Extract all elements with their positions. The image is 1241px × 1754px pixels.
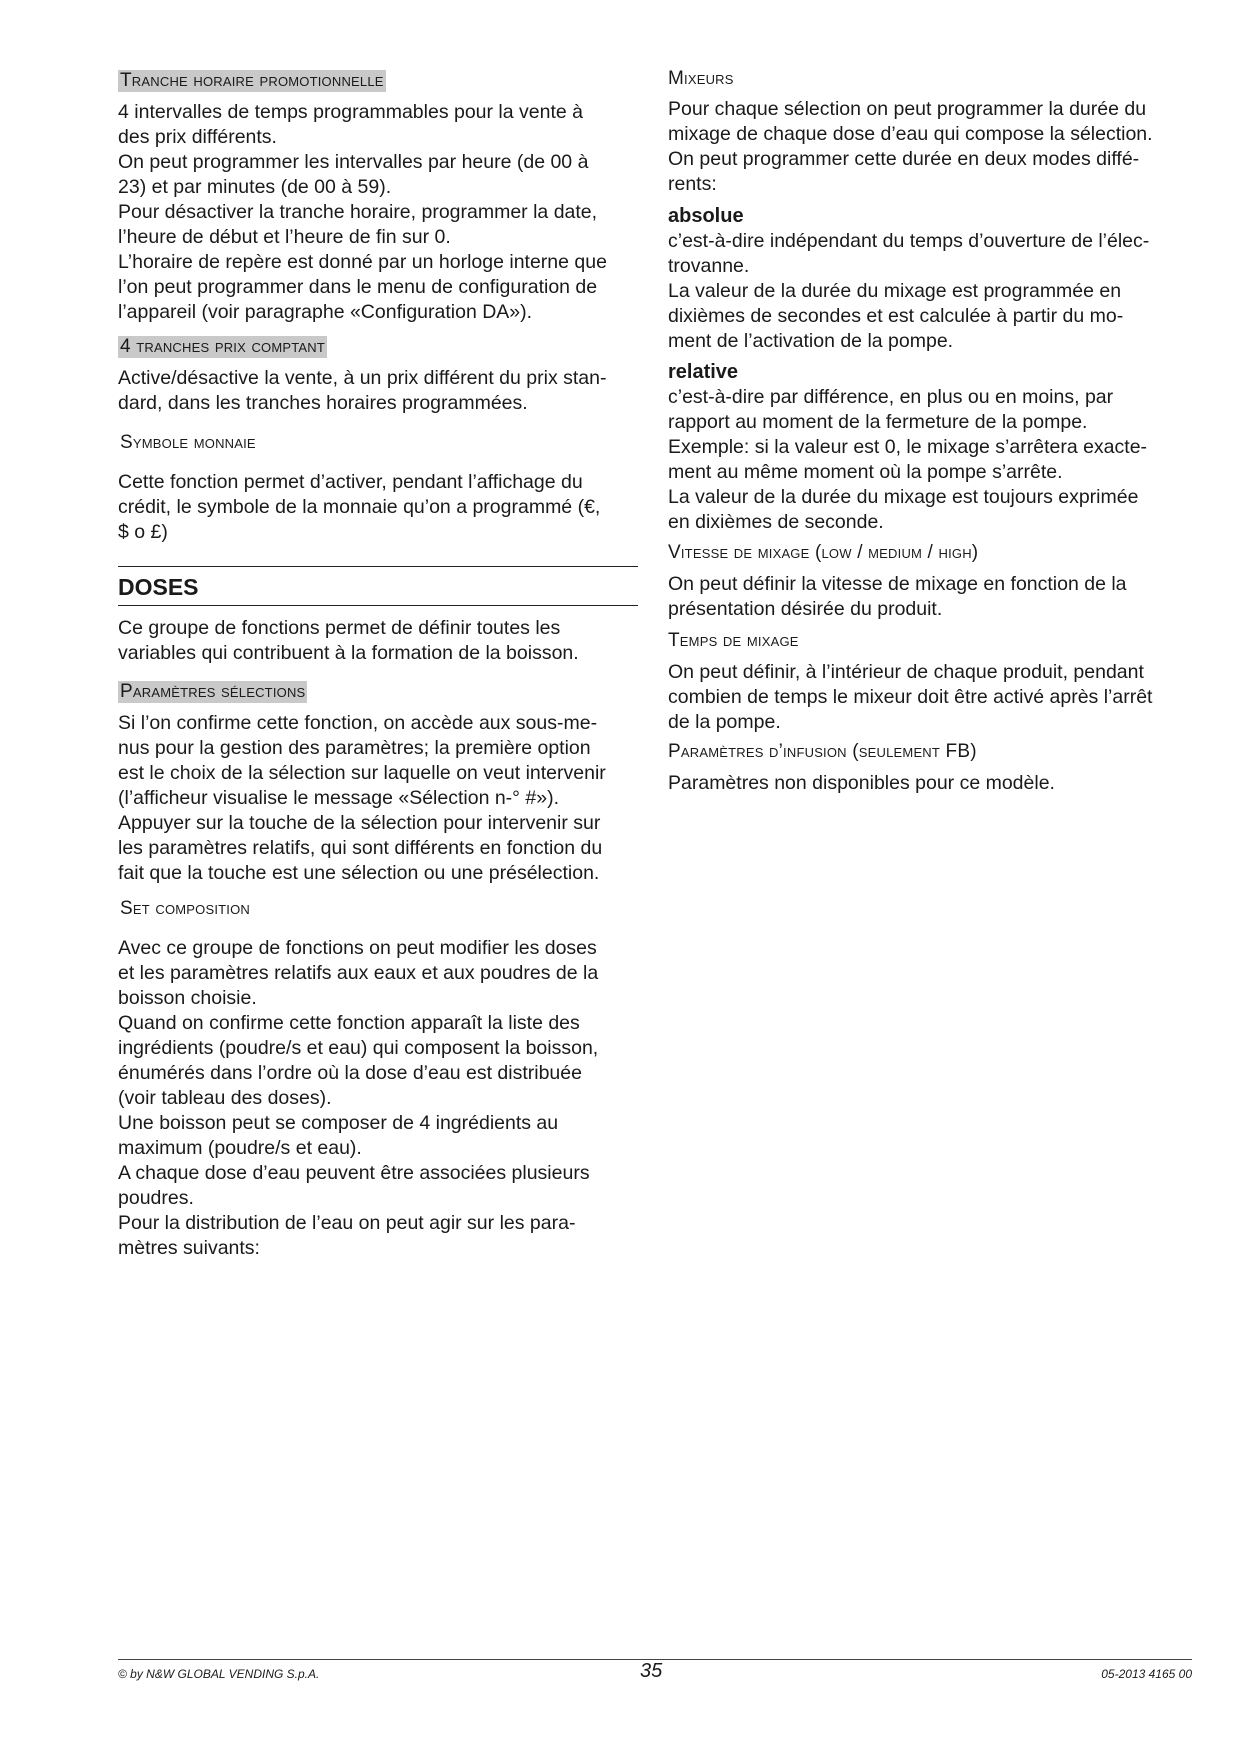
- set-composition-text: Avec ce groupe de fonctions on peut modifier les doses et les paramètres relatifs aux eaux et aux poudres de la boisson choisie. Quand on confirme cette fonction apparaît la liste des ingrédients (poudre/s et eau) qui composent la boisson, énumérés dans l’ordre où la dose d’eau est distribuée (voir tableau des doses). Une boisson peut se composer de 4 ingrédients au maximum (poudre/s et eau). A chaque dose d’eau peuvent être associées plusieurs poudres. Pour la distribution de l’eau on peut agir sur les para- mètres suivants:: [118, 937, 599, 1259]
- footer-copyright: © by N&W GLOBAL VENDING S.p.A.: [118, 1667, 320, 1681]
- symbole-monnaie-heading: Symbole monnaie: [120, 432, 256, 453]
- page-number: 35: [640, 1660, 663, 1682]
- prix-comptant-text: Active/désactive la vente, à un prix différent du prix stan- dard, dans les tranches horaires programmées.: [118, 367, 607, 414]
- relative-label: relative: [668, 361, 739, 383]
- absolue-label: absolue: [668, 205, 744, 227]
- vitesse-mixage-text: On peut définir la vitesse de mixage en fonction de la présentation désirée du produit.: [668, 573, 1127, 620]
- prix-comptant-heading: 4 tranches prix comptant: [120, 336, 326, 357]
- parametres-infusion-heading: Paramètres d’infusion (seulement FB): [668, 741, 977, 762]
- parametres-selections-text: Si l’on confirme cette fonction, on accède aux sous-me- nus pour la gestion des paramètres; la première option est le choix de la sélection sur laquelle on veut intervenir (l’afficheur visualise le message «Sélection n-° #»). Appuyer sur la touche de la sélection pour intervenir sur les paramètres relatifs, qui sont différents en fonction du fait que la touche est une sélection ou une présélection.: [118, 712, 606, 884]
- doses-section-title: DOSES: [118, 566, 638, 606]
- relative-text: c’est-à-dire par différence, en plus ou en moins, par rapport au moment de la fermeture de la pompe. Exemple: si la valeur est 0, le mixage s’arrêtera exacte- ment au même moment où la pompe s’arrête. La valeur de la durée du mixage est toujours exprimée en dixièmes de seconde.: [668, 386, 1148, 533]
- tranche-horaire-heading: Tranche horaire promotionnelle: [120, 70, 384, 91]
- set-composition-heading: Set composition: [120, 898, 251, 919]
- footer-doc-code: 05-2013 4165 00: [1101, 1667, 1192, 1681]
- symbole-monnaie-text: Cette fonction permet d’activer, pendant l’affichage du crédit, le symbole de la monnaie qu’on a programmé (€, $ o £): [118, 471, 601, 543]
- mixeurs-text: Pour chaque sélection on peut programmer la durée du mixage de chaque dose d’eau qui compose la sélection. On peut programmer cette durée en deux modes diffé- rents:: [668, 98, 1153, 195]
- vitesse-mixage-heading: Vitesse de mixage (low / medium / high): [668, 542, 979, 563]
- parametres-selections-heading: Paramètres sélections: [120, 681, 306, 702]
- absolue-text: c’est-à-dire indépendant du temps d’ouverture de l’élec- trovanne. La valeur de la durée du mixage est programmée en dixièmes de secondes et est calculée à partir du mo- ment de l’activation de la pompe.: [668, 230, 1150, 352]
- temps-mixage-heading: Temps de mixage: [668, 630, 799, 651]
- parametres-infusion-text: Paramètres non disponibles pour ce modèle.: [668, 772, 1055, 794]
- tranche-horaire-text: 4 intervalles de temps programmables pour la vente à des prix différents. On peut programmer les intervalles par heure (de 00 à 23) et par minutes (de 00 à 59). Pour désactiver la tranche horaire, programmer la date, l’heure de début et l’heure de fin sur 0. L’horaire de repère est donné par un horloge interne que l’on peut programmer dans le menu de configuration de l’appareil (voir paragraphe «Configuration DA»).: [118, 101, 607, 323]
- temps-mixage-text: On peut définir, à l’intérieur de chaque produit, pendant combien de temps le mixeur doit être activé après l’arrêt de la pompe.: [668, 661, 1153, 733]
- mixeurs-heading: Mixeurs: [668, 68, 734, 89]
- doses-text: Ce groupe de fonctions permet de définir toutes les variables qui contribuent à la formation de la boisson.: [118, 617, 579, 664]
